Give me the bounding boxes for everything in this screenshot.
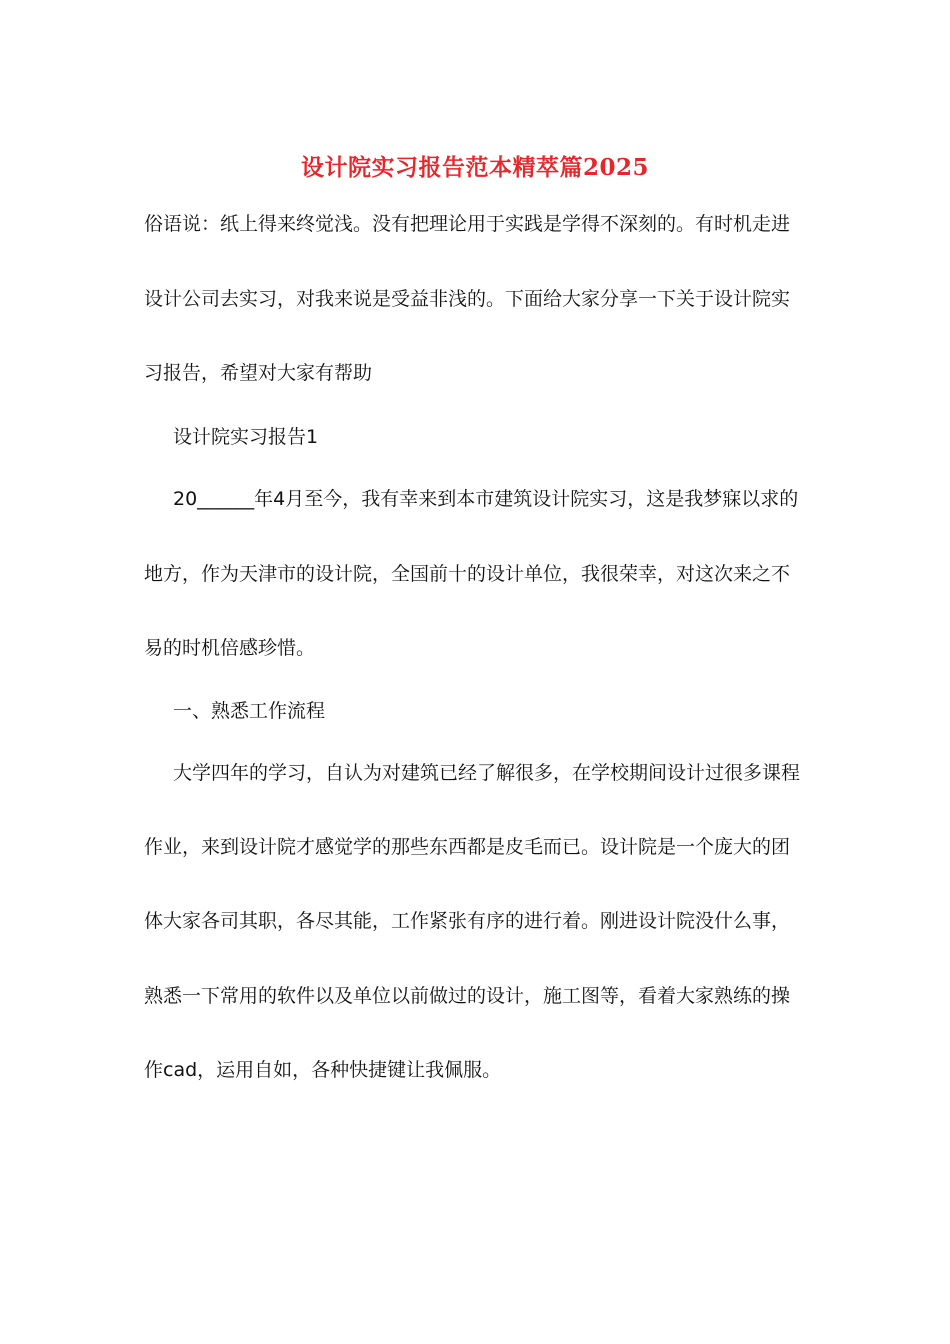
paragraph-line: 地方，作为天津市的设计院，全国前十的设计单位，我很荣幸，对这次来之不 xyxy=(144,563,791,585)
paragraph-line: 易的时机倍感珍惜。 xyxy=(144,637,316,659)
paragraph-line: 20______年4月至今，我有幸来到本市建筑设计院实习，这是我梦寐以求的 xyxy=(173,488,799,510)
paragraph-line: 熟悉一下常用的软件以及单位以前做过的设计，施工图等，看着大家熟练的操 xyxy=(144,985,791,1007)
paragraph-line: 作cad，运用自如，各种快捷键让我佩服。 xyxy=(144,1059,502,1081)
section-heading: 一、熟悉工作流程 xyxy=(173,700,326,722)
document-title: 设计院实习报告范本精萃篇2025 xyxy=(300,154,649,181)
paragraph-line: 体大家各司其职，各尽其能，工作紧张有序的进行着。刚进设计院没什么事， xyxy=(144,910,791,932)
paragraph-line: 设计公司去实习，对我来说是受益非浅的。下面给大家分享一下关于设计院实 xyxy=(144,288,791,310)
section-heading: 设计院实习报告1 xyxy=(173,426,319,448)
paragraph-line: 大学四年的学习，自认为对建筑已经了解很多，在学校期间设计过很多课程 xyxy=(173,762,801,784)
paragraph-line: 习报告，希望对大家有帮助 xyxy=(144,362,373,384)
paragraph-line: 作业，来到设计院才感觉学的那些东西都是皮毛而已。设计院是一个庞大的团 xyxy=(144,836,791,858)
paragraph-line: 俗语说：纸上得来终觉浅。没有把理论用于实践是学得不深刻的。有时机走进 xyxy=(144,213,791,235)
